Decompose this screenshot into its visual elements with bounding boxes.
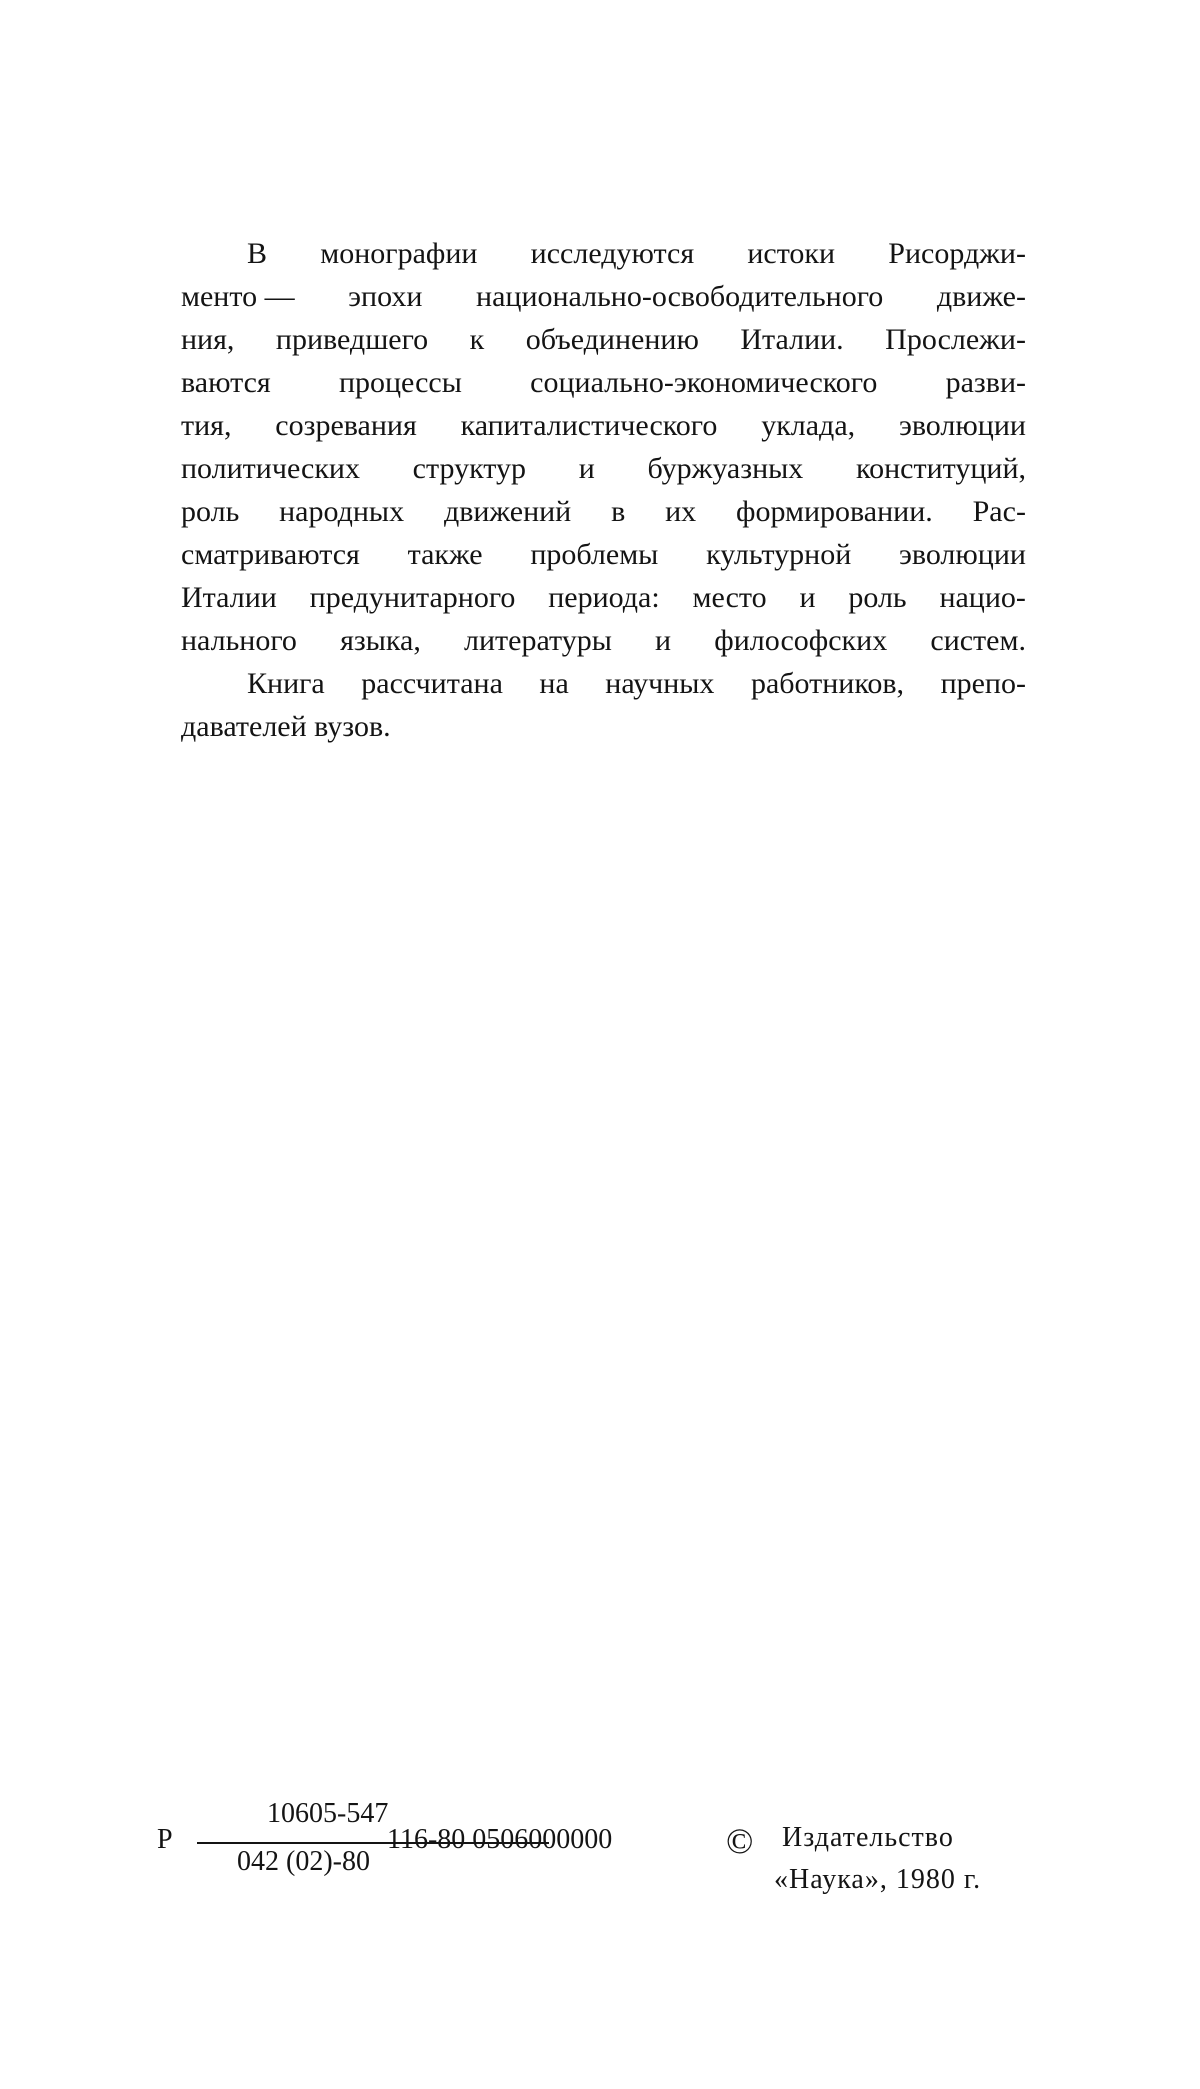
word: созревания xyxy=(275,409,417,442)
word: и xyxy=(578,452,595,485)
word: процессы xyxy=(338,366,462,399)
word: движений xyxy=(443,495,572,528)
word: исследуются xyxy=(530,237,695,270)
word: литературы xyxy=(464,624,612,657)
word: предунитарного xyxy=(309,581,516,614)
annotation-line-10 xyxy=(181,619,1026,662)
word: менто — xyxy=(181,280,295,313)
word: научных xyxy=(605,667,715,700)
word: языка, xyxy=(340,624,421,657)
word: разви- xyxy=(945,366,1026,399)
annotation-line-1 xyxy=(181,232,1026,275)
word: Рисорджи- xyxy=(888,237,1026,270)
word: и xyxy=(655,624,672,657)
word: народных xyxy=(279,495,405,528)
word: периода: xyxy=(548,581,660,614)
word: ваются xyxy=(181,366,271,399)
word: на xyxy=(539,667,569,700)
word: также xyxy=(407,538,483,571)
publisher-year: «Наука», 1980 г. xyxy=(774,1864,982,1895)
publisher-name: Издательство xyxy=(782,1822,954,1853)
word: культурной xyxy=(706,538,852,571)
word: давателей вузов. xyxy=(181,710,391,743)
word: Книга xyxy=(247,667,325,700)
word: приведшего xyxy=(275,323,429,356)
word: национально-освободительного xyxy=(476,280,884,313)
word: к xyxy=(469,323,485,356)
catalog-code: 116-80 0506000000 xyxy=(387,1824,613,1855)
word: рассчитана xyxy=(361,667,503,700)
word: Италии. xyxy=(740,323,844,356)
word: политических xyxy=(181,452,360,485)
word: место xyxy=(692,581,767,614)
word: проблемы xyxy=(530,538,659,571)
word: роль xyxy=(848,581,907,614)
word: истоки xyxy=(747,237,836,270)
annotation-line-9 xyxy=(181,576,1026,619)
catalog-denominator: 042 (02)-80 xyxy=(237,1846,370,1877)
annotation-line-3 xyxy=(181,318,1026,361)
annotation-line-2 xyxy=(181,275,1026,318)
copyright-icon: © xyxy=(726,1821,754,1861)
word: эволюции xyxy=(898,409,1026,442)
annotation-line-5 xyxy=(181,404,1026,447)
word: структур xyxy=(412,452,526,485)
annotation-line-6 xyxy=(181,447,1026,490)
word: нального xyxy=(181,624,297,657)
word: формировании. xyxy=(736,495,933,528)
word: систем. xyxy=(930,624,1026,657)
annotation-line-4 xyxy=(181,361,1026,404)
catalog-letter: Р xyxy=(157,1824,173,1855)
annotation-line-8 xyxy=(181,533,1026,576)
word: Италии xyxy=(181,581,277,614)
word: движе- xyxy=(936,280,1026,313)
word: буржуазных xyxy=(647,452,804,485)
word: эволюции xyxy=(898,538,1026,571)
imprint xyxy=(157,1798,1057,1918)
word: Прослежи- xyxy=(885,323,1026,356)
word: ния, xyxy=(181,323,235,356)
annotation-line-12 xyxy=(181,705,1026,748)
word: капиталистического xyxy=(460,409,718,442)
catalog-numerator: 10605-547 xyxy=(267,1798,389,1829)
word: социально-экономического xyxy=(530,366,878,399)
word: их xyxy=(665,495,697,528)
word: уклада, xyxy=(761,409,856,442)
word: эпохи xyxy=(348,280,423,313)
word: нацио- xyxy=(939,581,1026,614)
word: монографии xyxy=(320,237,478,270)
word: препо- xyxy=(940,667,1026,700)
word: роль xyxy=(181,495,240,528)
word: тия, xyxy=(181,409,232,442)
annotation-line-11 xyxy=(181,662,1026,705)
word: Рас- xyxy=(972,495,1026,528)
word: объединению xyxy=(525,323,699,356)
word: в xyxy=(611,495,626,528)
word: и xyxy=(799,581,816,614)
word: работников, xyxy=(750,667,905,700)
annotation-line-7 xyxy=(181,490,1026,533)
word: сматриваются xyxy=(181,538,360,571)
word: конституций, xyxy=(856,452,1026,485)
word: В xyxy=(247,237,268,270)
word: философских xyxy=(714,624,888,657)
annotation-text xyxy=(181,232,1026,748)
